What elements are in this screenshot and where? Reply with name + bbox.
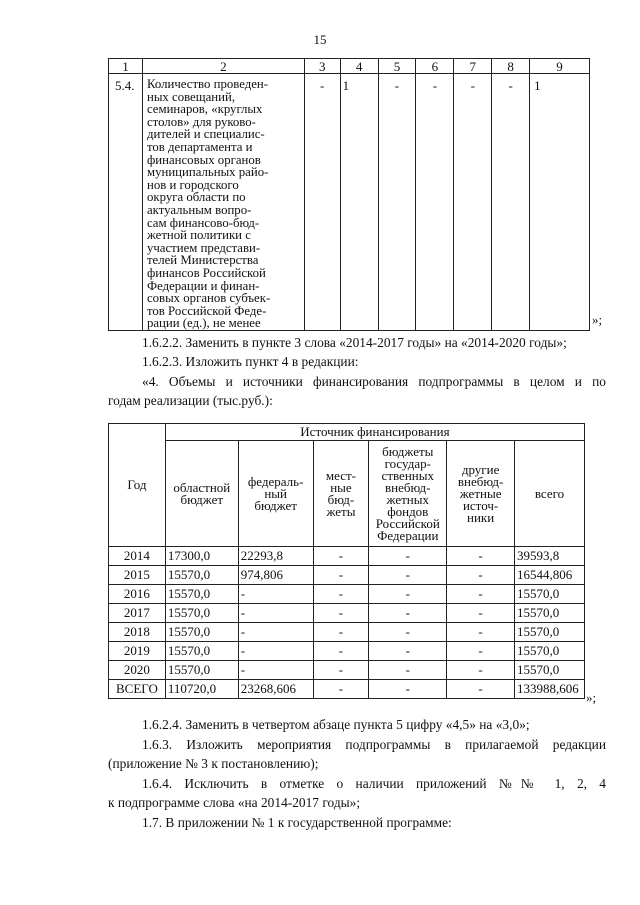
- table-row: [109, 585, 585, 604]
- local-cell: -: [313, 547, 369, 566]
- text-line: Федерации и финан-: [146, 278, 260, 293]
- other-cell: -: [447, 661, 515, 680]
- paragraph-1-6-4-line-2: к подпрограмме слова «на 2014-2017 годы»;: [108, 795, 361, 810]
- header-line: Российской: [375, 515, 440, 531]
- source-header: Источник финансирования: [165, 424, 584, 441]
- indicators-table: [108, 58, 590, 331]
- regional-cell: 15570,0: [165, 566, 238, 585]
- other-cell: -: [447, 566, 515, 585]
- table-row: [109, 642, 585, 661]
- header-line: бюджеты: [382, 443, 434, 459]
- column-header-federal: [238, 441, 313, 547]
- other-cell: -: [447, 623, 515, 642]
- offbudget-cell: -: [369, 642, 447, 661]
- column-number: 1: [109, 59, 143, 74]
- table-row: [109, 604, 585, 623]
- text-line: тов Российской Феде-: [146, 303, 267, 318]
- text-line: жетной политики с: [146, 228, 251, 243]
- table-header-row: [109, 59, 590, 74]
- paragraph-4-line-2: годам реализации (тыс.руб.):: [108, 393, 273, 408]
- closing-quote: »;: [586, 690, 597, 705]
- offbudget-cell: -: [369, 547, 447, 566]
- text-line: актуальным вопро-: [146, 202, 252, 217]
- closing-quote: »;: [592, 312, 603, 327]
- header-line: государ-: [384, 455, 431, 471]
- text-line: совых органов субъек-: [146, 291, 271, 306]
- offbudget-cell: -: [369, 585, 447, 604]
- column-number: 4: [340, 59, 378, 74]
- local-cell: -: [313, 604, 369, 623]
- header-line: ные: [330, 479, 352, 495]
- column-header-total: [515, 441, 585, 547]
- header-line: внебюд-: [385, 479, 431, 495]
- regional-cell: 15570,0: [165, 661, 238, 680]
- column-header-regional: [165, 441, 238, 547]
- year-cell: 2016: [109, 585, 166, 604]
- total-cell: 15570,0: [515, 623, 585, 642]
- text-line: сам финансово-бюд-: [146, 215, 260, 230]
- page-number: 15: [313, 32, 327, 47]
- table-row: [109, 661, 585, 680]
- other-cell: -: [447, 585, 515, 604]
- total-cell: 16544,806: [515, 566, 585, 585]
- table-row: [109, 680, 585, 699]
- header-line: жетных: [386, 491, 429, 507]
- table-row: [109, 623, 585, 642]
- local-cell: -: [313, 680, 369, 699]
- federal-cell: -: [238, 604, 313, 623]
- header-line: жеты: [326, 503, 356, 519]
- column-header-offbudget: [369, 441, 447, 547]
- text-line: округа области по: [146, 190, 246, 205]
- header-line: другие: [461, 461, 500, 477]
- paragraph-1-6-4-line-1: 1.6.4. Исключить в отметке о наличии приложений №№ 1, 2, 4: [142, 776, 606, 791]
- column-number: 7: [454, 59, 492, 74]
- year-cell: 2015: [109, 566, 166, 585]
- value-cell: -: [492, 74, 530, 331]
- regional-cell: 15570,0: [165, 623, 238, 642]
- value-cell: -: [454, 74, 492, 331]
- federal-cell: -: [238, 585, 313, 604]
- other-cell: -: [447, 642, 515, 661]
- paragraph-1-6-2-2: 1.6.2.2. Заменить в пункте 3 слова «2014-2017 годы» на «2014-2020 годы»;: [142, 335, 567, 350]
- table-row: [109, 74, 590, 331]
- text-line: участием представи-: [146, 240, 261, 255]
- paragraph-1-6-3-line-2: (приложение № 3 к постановлению);: [108, 756, 319, 771]
- text-line: телей Министерства: [146, 253, 259, 268]
- header-line: федераль-: [247, 473, 304, 489]
- text-line: муниципальных райо-: [146, 165, 269, 180]
- other-cell: -: [447, 604, 515, 623]
- paragraph-4-line-1: «4. Объемы и источники финансирования подпрограммы в целом и по: [142, 374, 606, 389]
- paragraph-1-7: 1.7. В приложении № 1 к государственной программе:: [142, 815, 452, 830]
- column-number: 9: [530, 59, 590, 74]
- regional-cell: 15570,0: [165, 642, 238, 661]
- year-cell: 2019: [109, 642, 166, 661]
- header-line: фондов: [387, 503, 429, 519]
- table-header-row: [109, 424, 585, 441]
- text-line: нов и городского: [146, 177, 239, 192]
- table-subheader-row: [109, 441, 585, 547]
- financing-table: [108, 423, 585, 699]
- total-cell: 15570,0: [515, 604, 585, 623]
- column-number: 5: [378, 59, 416, 74]
- column-number: 2: [142, 59, 304, 74]
- year-cell: 2014: [109, 547, 166, 566]
- regional-cell: 17300,0: [165, 547, 238, 566]
- regional-cell: 110720,0: [165, 680, 238, 699]
- text-line: ных совещаний,: [146, 89, 236, 104]
- header-line: внебюд-: [457, 473, 504, 489]
- local-cell: -: [313, 642, 369, 661]
- column-number: 6: [416, 59, 454, 74]
- year-cell: 2017: [109, 604, 166, 623]
- header-line: ный: [264, 485, 287, 501]
- value-cell: -: [416, 74, 454, 331]
- text-line: финансовых органов: [146, 152, 261, 167]
- year-cell: 2020: [109, 661, 166, 680]
- paragraph-1-6-3-line-1: 1.6.3. Изложить мероприятия подпрограммы в прилагаемой редакции: [142, 737, 606, 752]
- text-line: рации (ед.), не менее: [146, 316, 261, 331]
- header-line: Федерации: [377, 527, 439, 543]
- local-cell: -: [313, 623, 369, 642]
- text-line: дителей и специалис-: [146, 127, 265, 142]
- federal-cell: 22293,8: [238, 547, 313, 566]
- year-cell: 2018: [109, 623, 166, 642]
- other-cell: -: [447, 680, 515, 699]
- header-line: бюд-: [327, 491, 355, 507]
- text-line: тов департамента и: [146, 139, 253, 154]
- total-cell: 15570,0: [515, 661, 585, 680]
- total-cell: 39593,8: [515, 547, 585, 566]
- offbudget-cell: -: [369, 566, 447, 585]
- table-row: [109, 547, 585, 566]
- header-line: ники: [467, 509, 495, 525]
- federal-cell: 23268,606: [238, 680, 313, 699]
- column-number: 3: [304, 59, 340, 74]
- text-line: Количество проведен-: [146, 77, 269, 91]
- federal-cell: -: [238, 661, 313, 680]
- header-line: жетные: [459, 485, 502, 501]
- row-number: 5.4.: [109, 74, 143, 331]
- header-line: мест-: [325, 467, 356, 483]
- table-row: [109, 566, 585, 585]
- local-cell: -: [313, 566, 369, 585]
- paragraph-1-6-2-4: 1.6.2.4. Заменить в четвертом абзаце пункта 5 цифру «4,5» на «3,0»;: [142, 717, 530, 732]
- offbudget-cell: -: [369, 661, 447, 680]
- other-cell: -: [447, 547, 515, 566]
- total-cell: 15570,0: [515, 585, 585, 604]
- total-cell: 133988,606: [515, 680, 585, 699]
- offbudget-cell: -: [369, 680, 447, 699]
- text-line: столов» для руково-: [146, 114, 256, 129]
- text-line: финансов Российской: [146, 265, 266, 280]
- total-cell: 15570,0: [515, 642, 585, 661]
- value-cell: 1: [340, 74, 378, 331]
- header-line: источ-: [462, 497, 499, 513]
- local-cell: -: [313, 585, 369, 604]
- regional-cell: 15570,0: [165, 604, 238, 623]
- federal-cell: 974,806: [238, 566, 313, 585]
- year-header: Год: [109, 424, 166, 547]
- column-header-local: [313, 441, 369, 547]
- header-line: бюджет: [180, 491, 224, 507]
- local-cell: -: [313, 661, 369, 680]
- text-line: семинаров, «круглых: [146, 102, 263, 117]
- header-line: всего: [534, 485, 565, 501]
- value-cell: -: [378, 74, 416, 331]
- year-cell: ВСЕГО: [109, 680, 166, 699]
- header-line: бюджет: [254, 497, 297, 513]
- header-line: областной: [173, 479, 231, 495]
- value-cell: -: [304, 74, 340, 331]
- value-cell: 1: [530, 74, 590, 331]
- indicator-description: [142, 74, 304, 331]
- column-number: 8: [492, 59, 530, 74]
- offbudget-cell: -: [369, 623, 447, 642]
- header-line: ственных: [381, 467, 434, 483]
- column-header-other: [447, 441, 515, 547]
- offbudget-cell: -: [369, 604, 447, 623]
- paragraph-1-6-2-3: 1.6.2.3. Изложить пункт 4 в редакции:: [142, 354, 359, 369]
- federal-cell: -: [238, 623, 313, 642]
- federal-cell: -: [238, 642, 313, 661]
- regional-cell: 15570,0: [165, 585, 238, 604]
